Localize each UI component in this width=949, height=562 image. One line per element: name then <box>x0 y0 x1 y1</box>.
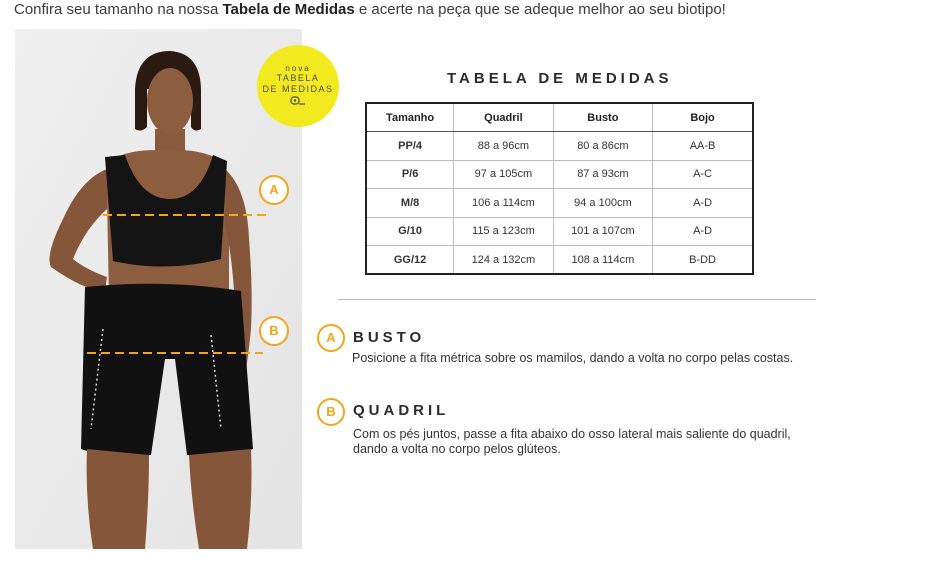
busto-instructions: Posicione a fita métrica sobre os mamilos, dando a volta no corpo pelas costas. <box>352 351 794 365</box>
header-hip: Quadril <box>454 103 553 132</box>
busto-title: BUSTO <box>353 329 426 346</box>
cell-cup: AA-B <box>653 132 753 161</box>
cell-size: GG/12 <box>366 246 454 275</box>
cell-cup: A-C <box>653 160 753 189</box>
cell-cup: A-D <box>653 217 753 246</box>
badge-table-label: TABELA <box>276 73 320 83</box>
cell-size: P/6 <box>366 160 454 189</box>
cell-bust: 87 a 93cm <box>553 160 652 189</box>
new-table-badge <box>257 45 339 127</box>
measuring-tape-icon <box>257 96 339 109</box>
table-row <box>366 246 753 275</box>
cell-size: PP/4 <box>366 132 454 161</box>
cell-cup: A-D <box>653 189 753 218</box>
badge-new-label: nova <box>285 64 311 73</box>
cell-bust: 94 a 100cm <box>553 189 652 218</box>
busto-letter-badge: A <box>317 324 345 352</box>
cell-hip: 124 a 132cm <box>454 246 553 275</box>
header-bust: Busto <box>553 103 652 132</box>
quadril-title: QUADRIL <box>353 402 450 419</box>
cell-size: G/10 <box>366 217 454 246</box>
size-table <box>365 102 754 275</box>
cell-hip: 88 a 96cm <box>454 132 553 161</box>
section-divider <box>338 299 816 300</box>
quadril-instructions-line1: Com os pés juntos, passe a fita abaixo do osso lateral mais saliente do quadril, <box>353 427 791 441</box>
cell-bust: 108 a 114cm <box>553 246 652 275</box>
intro-text-start: Confira seu tamanho na nossa <box>14 1 223 18</box>
intro-text-highlight: Tabela de Medidas <box>222 1 355 18</box>
cell-hip: 106 a 114cm <box>454 189 553 218</box>
table-title: TABELA DE MEDIDAS <box>447 70 673 87</box>
marker-a: A <box>259 175 289 205</box>
intro-text <box>14 1 726 18</box>
cell-cup: B-DD <box>653 246 753 275</box>
quadril-letter-badge: B <box>317 398 345 426</box>
marker-b: B <box>259 316 289 346</box>
cell-bust: 80 a 86cm <box>553 132 652 161</box>
table-row <box>366 160 753 189</box>
header-size: Tamanho <box>366 103 454 132</box>
quadril-instructions-line2: dando a volta no corpo pelos glúteos. <box>353 442 561 456</box>
header-cup: Bojo <box>653 103 753 132</box>
cell-hip: 115 a 123cm <box>454 217 553 246</box>
table-row <box>366 217 753 246</box>
cell-bust: 101 a 107cm <box>553 217 652 246</box>
table-row <box>366 189 753 218</box>
cell-size: M/8 <box>366 189 454 218</box>
table-row <box>366 132 753 161</box>
cell-hip: 97 a 105cm <box>454 160 553 189</box>
table-header-row <box>366 103 753 132</box>
badge-measures-label: DE MEDIDAS <box>262 84 334 94</box>
intro-text-end: e acerte na peça que se adeque melhor ao seu biotipo! <box>354 1 726 18</box>
